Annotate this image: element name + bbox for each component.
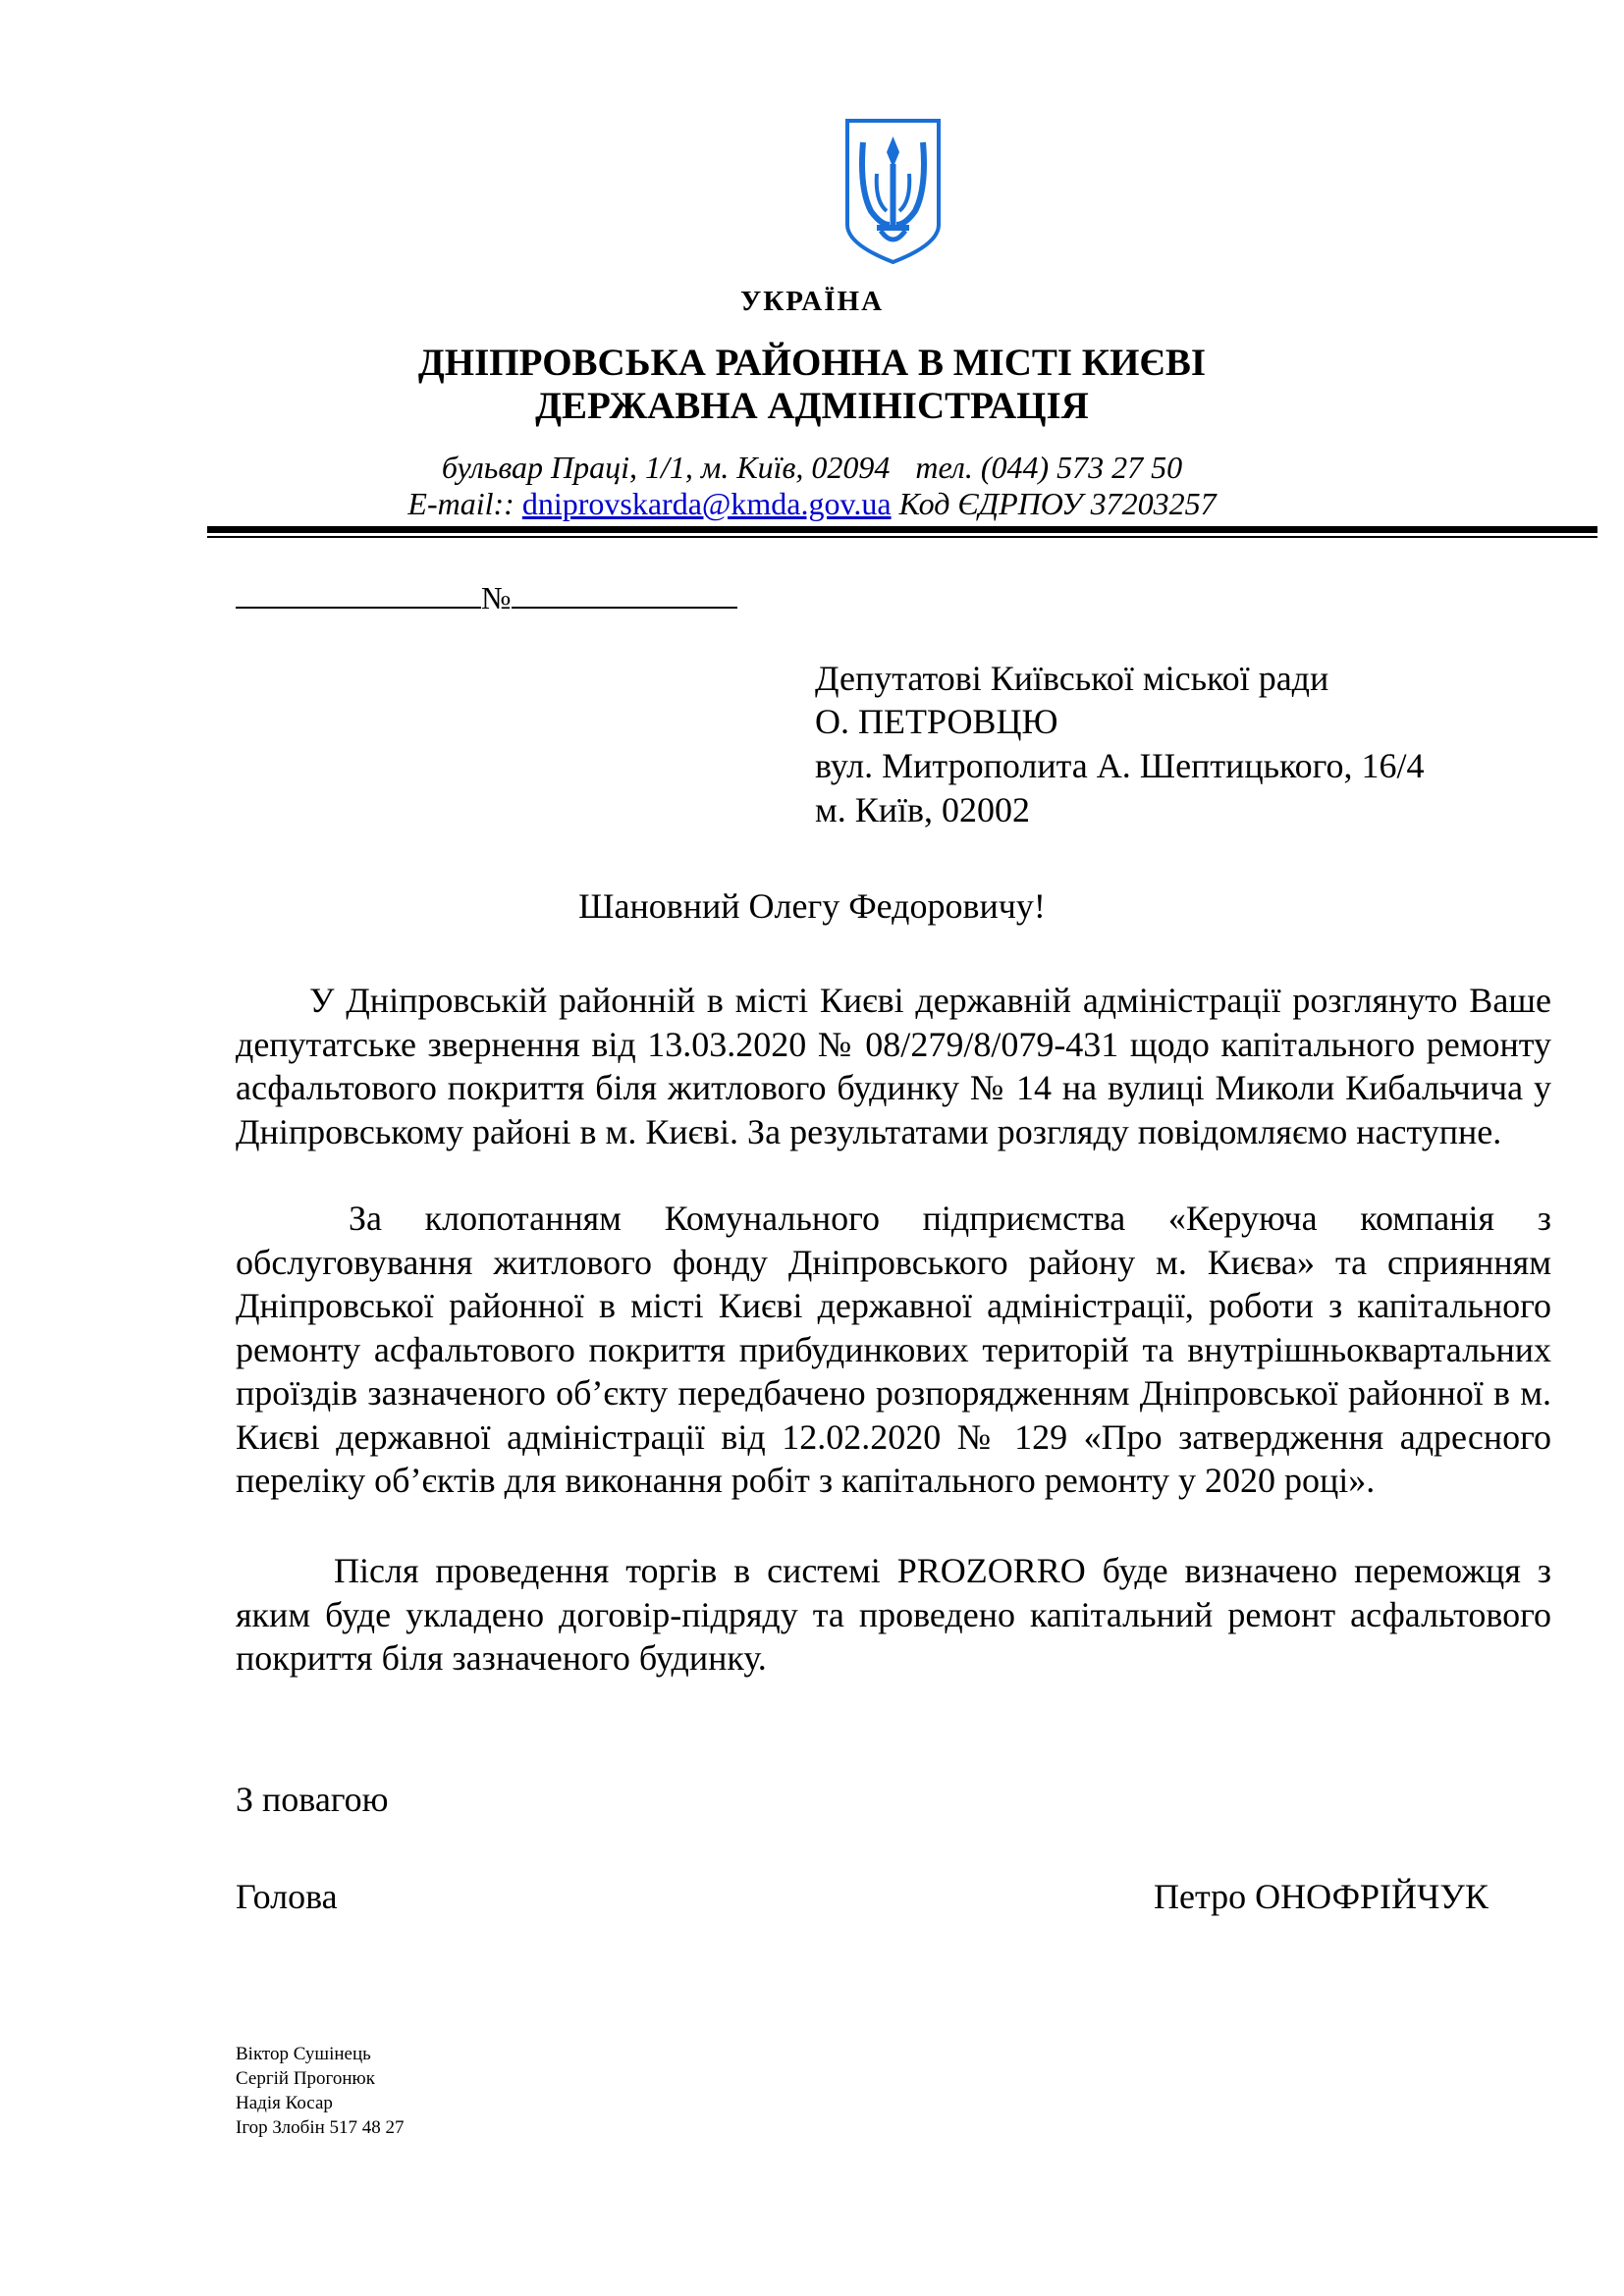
address: бульвар Праці, 1/1, м. Київ, 02094 [441, 450, 891, 485]
header-divider [207, 526, 1597, 533]
recipient-line2: О. ПЕТРОВЦЮ [815, 702, 1058, 741]
trident-emblem-icon [841, 115, 945, 267]
closing: З повагою [236, 1780, 389, 1819]
header-divider-thin [207, 536, 1597, 538]
signatory-title: Голова [236, 1877, 338, 1916]
date-blank [236, 577, 481, 609]
phone: тел. (044) 573 27 50 [915, 450, 1183, 485]
number-sign: № [481, 580, 512, 615]
executor-line: Ігор Злобін 517 48 27 [236, 2117, 405, 2138]
country-name: УКРАЇНА [739, 286, 885, 317]
outgoing-number-field [236, 577, 737, 616]
executor-line: Сергій Прогонюк [236, 2068, 375, 2089]
contact-line [0, 486, 1624, 522]
signatory-name: Петро ОНОФРІЙЧУК [1154, 1877, 1489, 1916]
email-label: E-mail:: [407, 486, 514, 521]
edrpou-code: Код ЄДРПОУ 37203257 [898, 486, 1217, 521]
organization-name-line1: ДНІПРОВСЬКА РАЙОННА В МІСТІ КИЄВІ [417, 342, 1207, 384]
address-line [0, 450, 1624, 486]
number-blank [512, 577, 737, 609]
recipient-line4: м. Київ, 02002 [815, 790, 1031, 829]
recipient-line1: Депутатові Київської міської ради [815, 659, 1329, 698]
executor-line: Віктор Сушінець [236, 2044, 371, 2064]
email-link[interactable]: dniprovskarda@kmda.gov.ua [521, 486, 892, 521]
salutation: Шановний Олегу Федоровичу! [578, 886, 1046, 926]
recipient-line3: вул. Митрополита А. Шептицького, 16/4 [815, 746, 1425, 785]
body-paragraph-3: Після проведення торгів в системі PROZORRO буде визначено переможця з яким буде укладено договір-підряду та проведено капітальний ремонт асфальтового покриття біля зазначеного будинку. [236, 1551, 1551, 1678]
body-paragraph-2: За клопотанням Комунального підприємства «Керуюча компанія з обслуговування житлового фонду Дніпровського району м. Києва» та сприянням Дніпровської районної в місті Києві державної адміністрації, роботи з капітального ремонту асфальтового покриття прибудинкових територій та внутрішньоквартальних проїздів зазначеного об’єкту передбачено розпорядженням Дніпровської районної в м. Києві державної адміністрації від 12.02.2020 № 129 «Про затвердження адресного переліку об’єктів для виконання робіт з капітального ремонту у 2020 році». [236, 1199, 1551, 1500]
body-paragraph-1: У Дніпровській районній в місті Києві державній адміністрації розглянуто Ваше депутатське звернення від 13.03.2020 № 08/279/8/079-431 щодо капітального ремонту асфальтового покриття біля житлового будинку № 14 на вулиці Миколи Кибальчича у Дніпровському районі в м. Києві. За результатами розгляду повідомляємо наступне. [236, 981, 1551, 1151]
executor-line: Надія Косар [236, 2093, 333, 2113]
organization-name-line2: ДЕРЖАВНА АДМІНІСТРАЦІЯ [535, 385, 1089, 427]
